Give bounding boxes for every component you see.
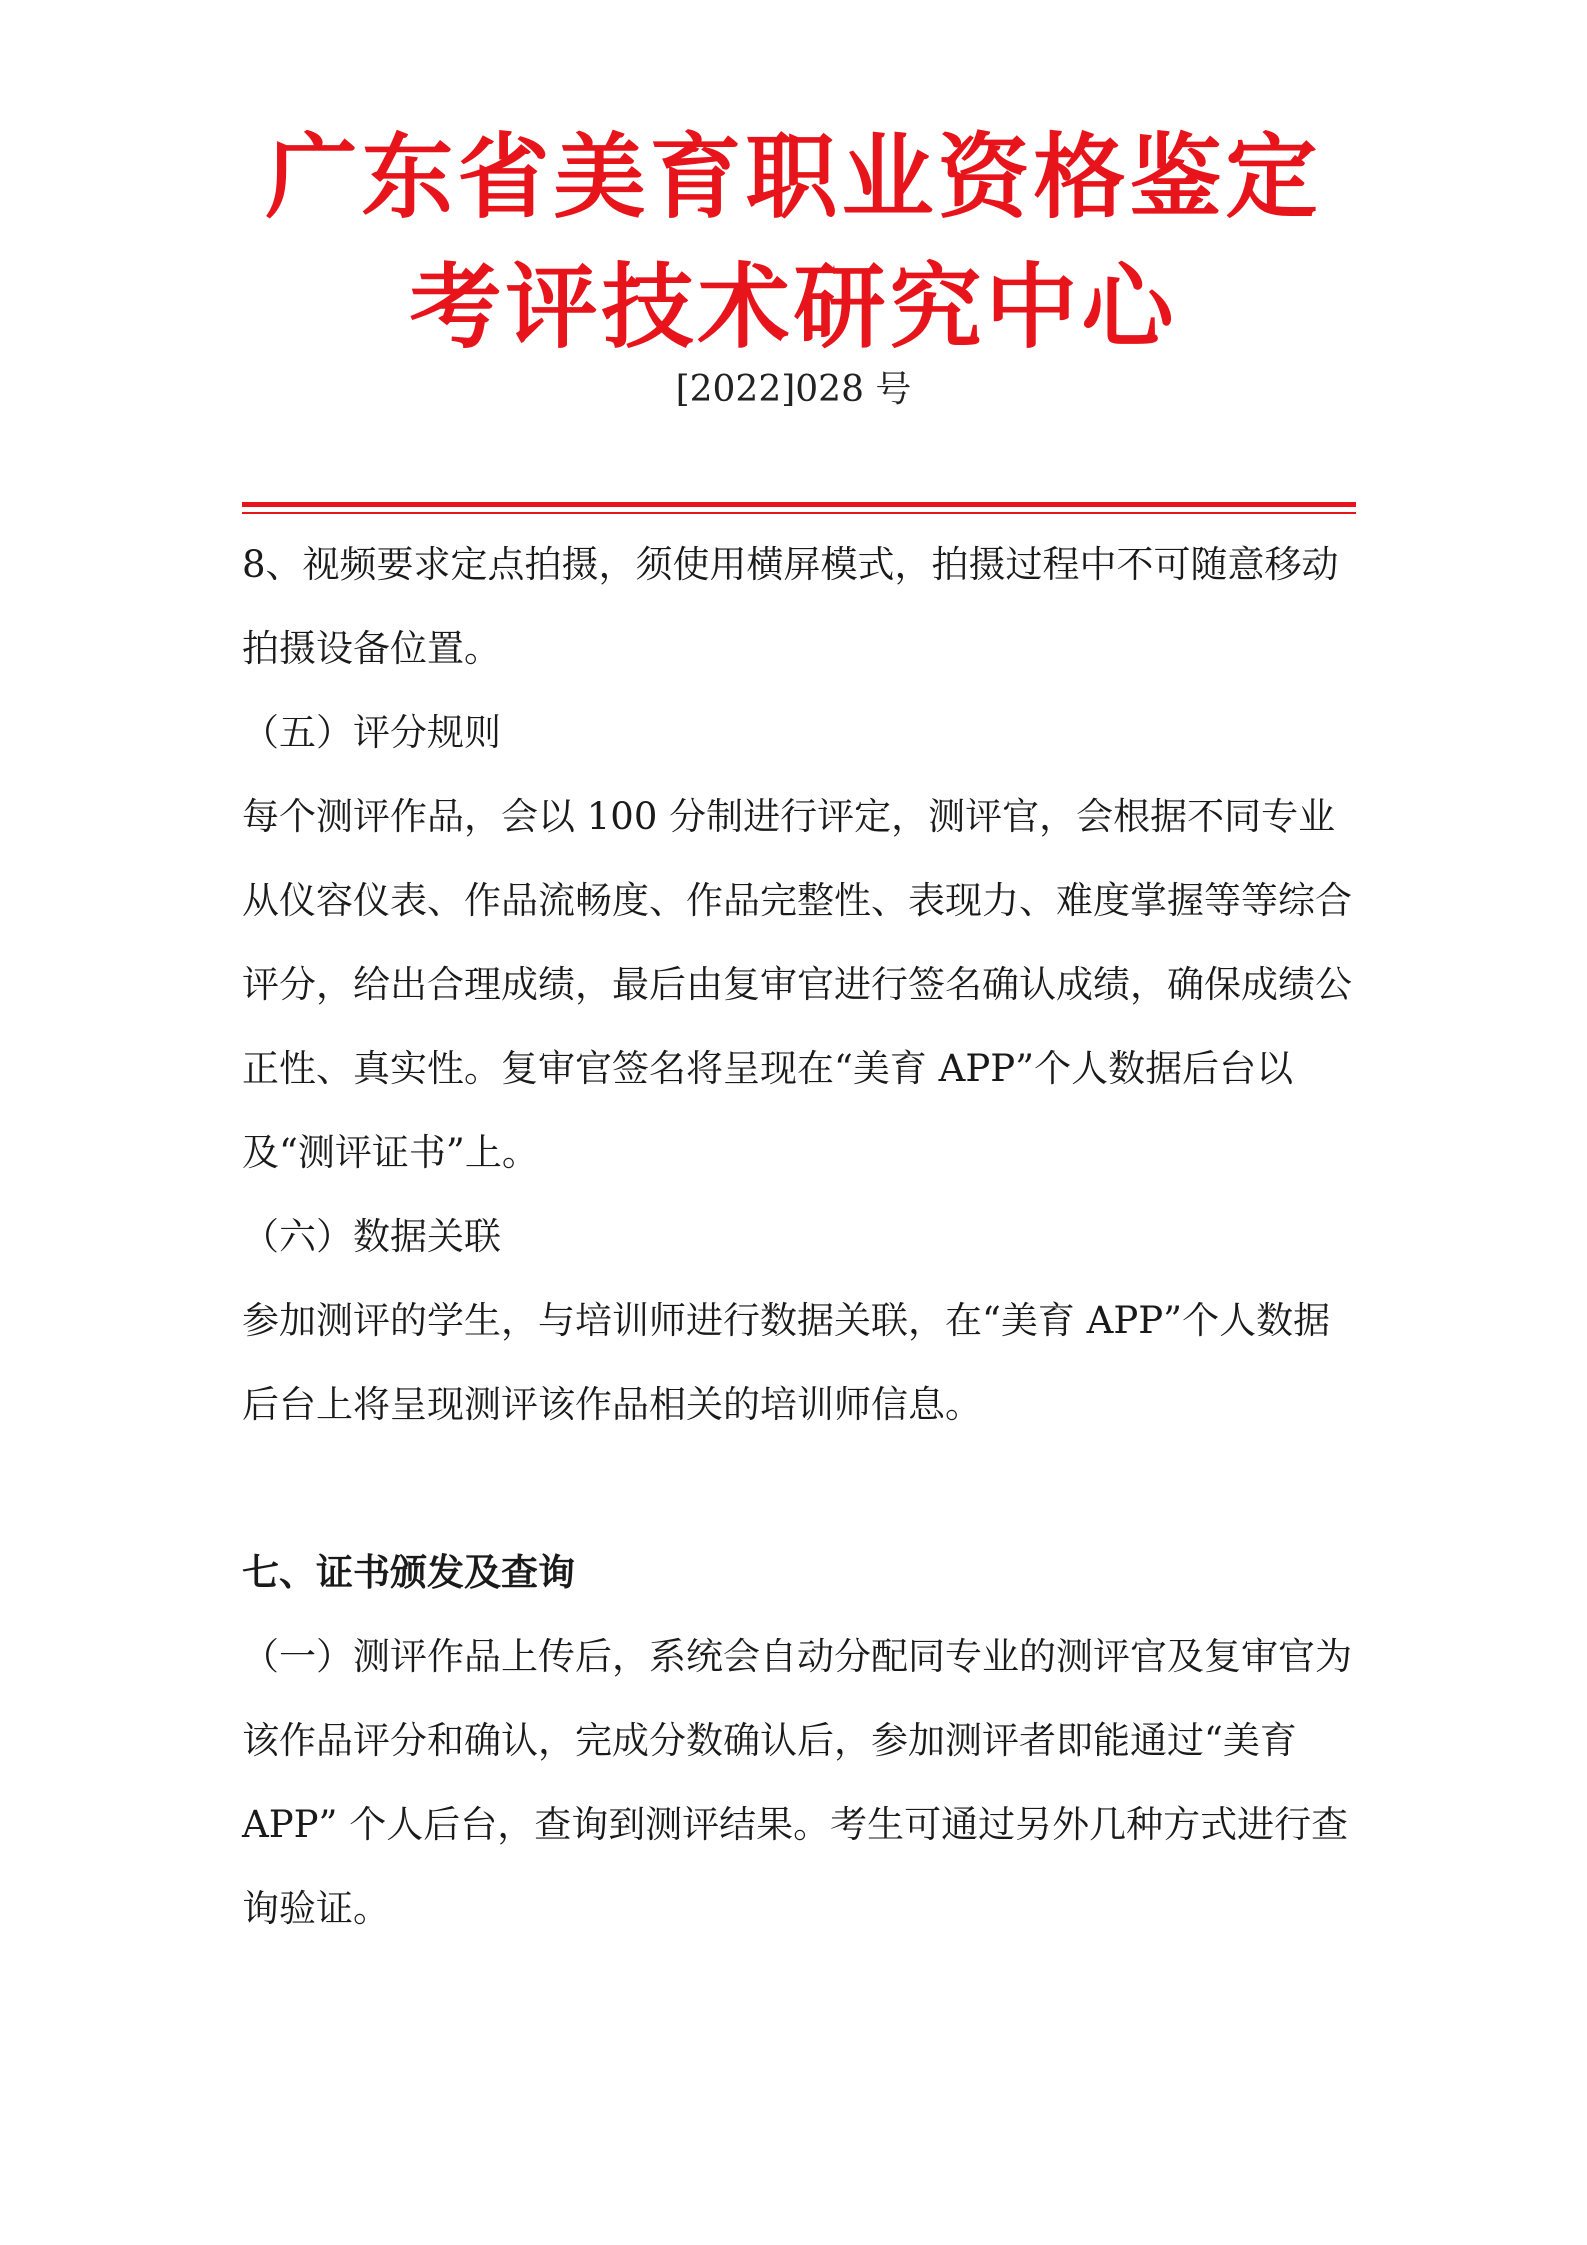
paragraph-item-8: 8、视频要求定点拍摄，须使用横屏模式，拍摄过程中不可随意移动拍摄设备位置。	[242, 543, 1339, 670]
paragraph-data-association: 参加测评的学生，与培训师进行数据关联，在“美育 APP”个人数据后台上将呈现测评该作品相关的培训师信息。	[242, 1299, 1331, 1426]
org-title-line-1: 广东省美育职业资格鉴定	[265, 124, 1322, 231]
paragraph-scoring-rules: 每个测评作品，会以 100 分制进行评定，测评官，会根据不同专业从仪容仪表、作品流畅度、作品完整性、表现力、难度掌握等等综合评分，给出合理成绩，最后由复审官进行签名确认成绩，确保成绩公正性、真实性。复审官签名将呈现在“美育 APP”个人数据后台以及“测评证书”上。	[242, 795, 1352, 1174]
subheading-scoring-rules: （五）评分规则	[242, 711, 501, 754]
header-divider-thick	[242, 502, 1356, 507]
document-number: [2022]028 号	[675, 369, 912, 410]
section-heading-certificate: 七、证书颁发及查询	[242, 1551, 575, 1594]
paragraph-certificate-query: （一）测评作品上传后，系统会自动分配同专业的测评官及复审官为该作品评分和确认，完成分数确认后，参加测评者即能通过“美育 APP” 个人后台，查询到测评结果。考生可通过另外几种方式进行查询验证。	[242, 1635, 1352, 1930]
header-divider-thin	[242, 512, 1356, 514]
subheading-data-association: （六）数据关联	[242, 1215, 501, 1258]
document-body	[242, 523, 1356, 1951]
org-title-line-2: 考评技术研究中心	[409, 254, 1178, 361]
